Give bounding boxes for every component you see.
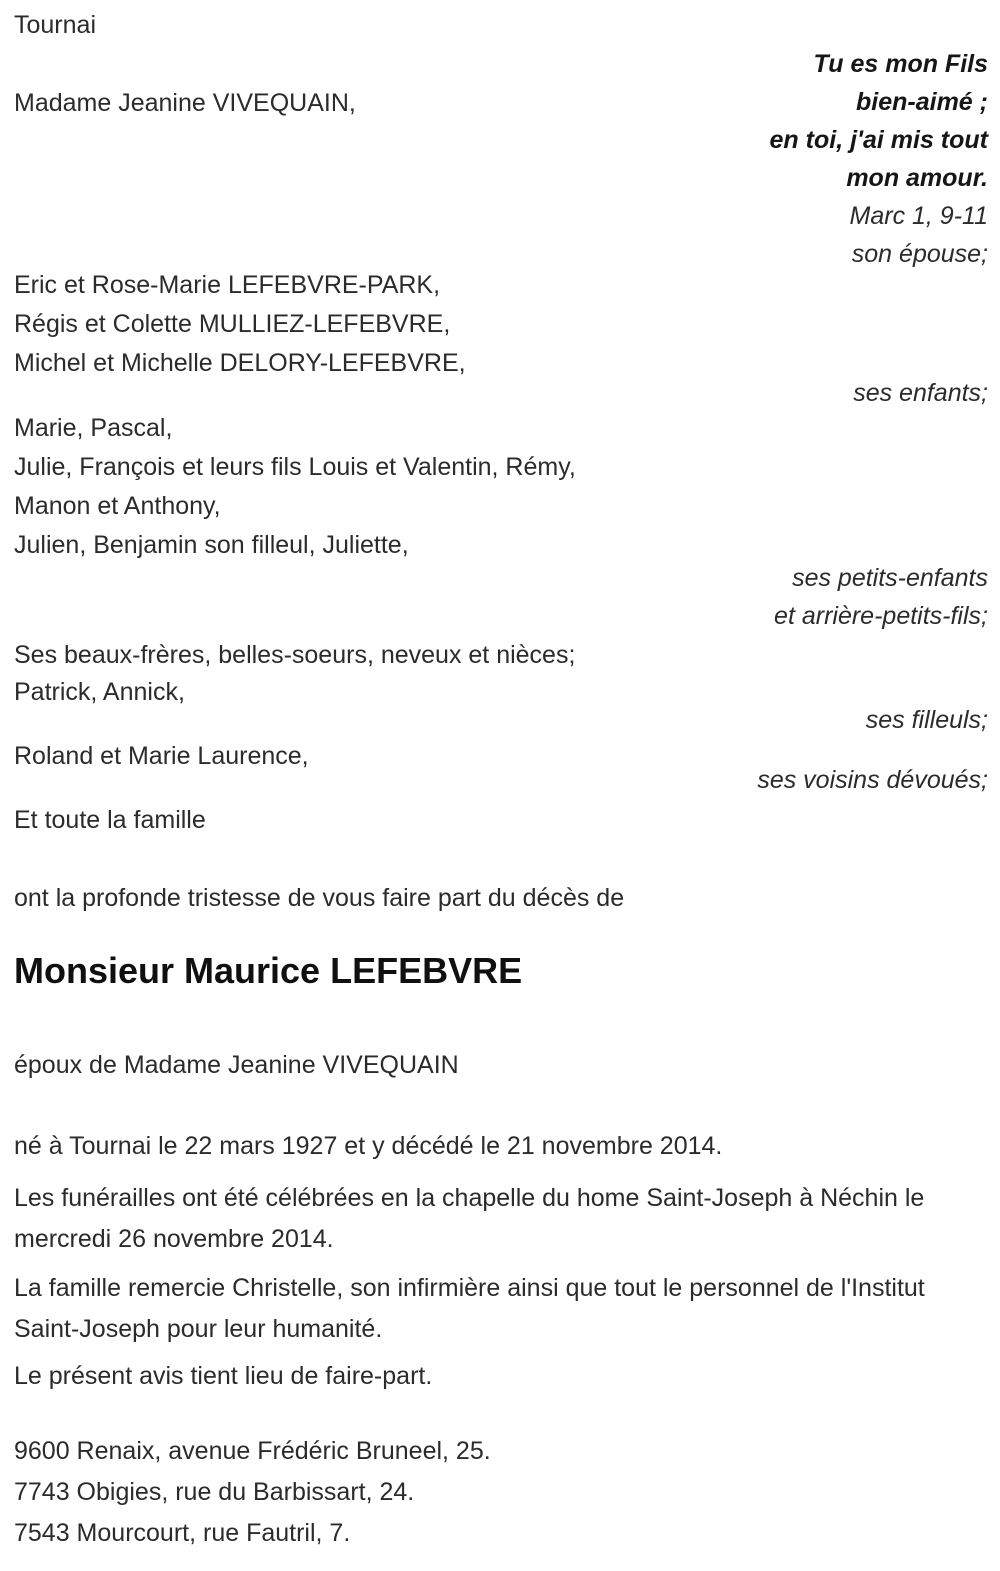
inlaws-line: Ses beaux-frères, belles-soeurs, neveux et nièces; xyxy=(14,641,576,669)
city-label: Tournai xyxy=(14,11,96,39)
address-line: 9600 Renaix, avenue Frédéric Bruneel, 25. xyxy=(14,1437,491,1465)
grandchildren-name-line: Julie, François et leurs fils Louis et Valentin, Rémy, xyxy=(14,453,576,481)
quote-line: en toi, j'ai mis tout xyxy=(769,126,988,154)
children-relation-label: ses enfants; xyxy=(853,379,988,407)
relation-line: époux de Madame Jeanine VIVEQUAIN xyxy=(14,1051,459,1079)
children-name-line: Michel et Michelle DELORY-LEFEBVRE, xyxy=(14,349,466,377)
neighbors-relation-label: ses voisins dévoués; xyxy=(757,766,988,794)
deceased-name-heading: Monsieur Maurice LEFEBVRE xyxy=(14,950,523,991)
spouse-name-line: Madame Jeanine VIVEQUAIN, xyxy=(14,89,356,117)
grandchildren-name-line: Julien, Benjamin son filleul, Juliette, xyxy=(14,531,409,559)
thanks-paragraph: La famille remercie Christelle, son infirmière ainsi que tout le personnel de l'Institut Saint-Joseph pour leur humanité. xyxy=(14,1274,925,1343)
birth-death-line: né à Tournai le 22 mars 1927 et y décédé le 21 novembre 2014. xyxy=(14,1132,723,1160)
grandchildren-name-line: Marie, Pascal, xyxy=(14,414,173,442)
neighbors-name-line: Roland et Marie Laurence, xyxy=(14,742,309,770)
godchildren-name-line: Patrick, Annick, xyxy=(14,678,185,706)
children-name-line: Eric et Rose-Marie LEFEBVRE-PARK, xyxy=(14,271,441,299)
funeral-paragraph: Les funérailles ont été célébrées en la chapelle du home Saint-Joseph à Néchin le mercredi 26 novembre 2014. xyxy=(14,1184,925,1253)
grandchildren-relation-label-line1: ses petits-enfants xyxy=(792,564,988,592)
godchildren-relation-label: ses filleuls; xyxy=(865,706,988,734)
quote-line: bien-aimé ; xyxy=(856,88,988,116)
address-line: 7543 Mourcourt, rue Fautril, 7. xyxy=(14,1519,351,1547)
quote-reference: Marc 1, 9-11 xyxy=(849,202,988,230)
scripture-quote xyxy=(770,45,988,273)
address-line: 7743 Obigies, rue du Barbissart, 24. xyxy=(14,1478,415,1506)
children-name-line: Régis et Colette MULLIEZ-LEFEBVRE, xyxy=(14,310,451,338)
quote-line: Tu es mon Fils xyxy=(813,50,988,78)
announcement-line: ont la profonde tristesse de vous faire part du décès de xyxy=(14,884,625,912)
whole-family-line: Et toute la famille xyxy=(14,806,206,834)
quote-line: mon amour. xyxy=(846,164,988,192)
quote-attribution: son épouse; xyxy=(851,240,988,268)
grandchildren-relation-label-line2: et arrière-petits-fils; xyxy=(774,602,988,630)
notice-line: Le présent avis tient lieu de faire-part. xyxy=(14,1362,433,1390)
grandchildren-name-line: Manon et Anthony, xyxy=(14,492,221,520)
